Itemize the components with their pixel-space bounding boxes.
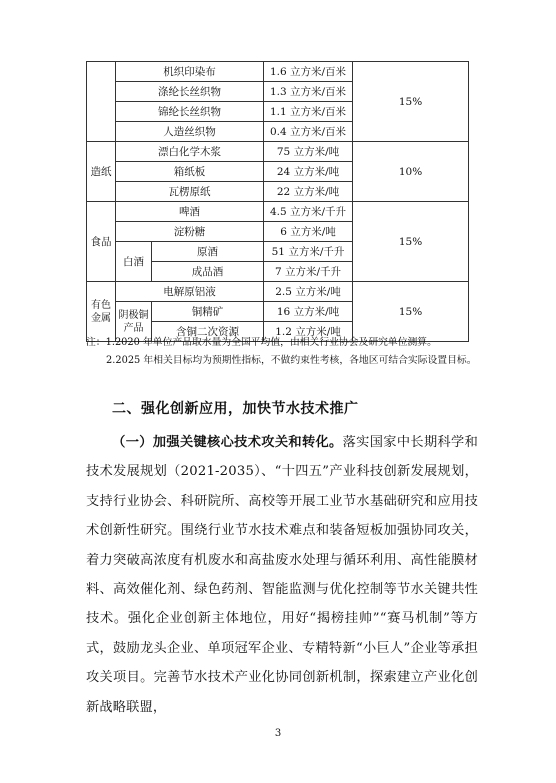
product-cell: 成品酒 [152,262,264,282]
value-cell: 22 立方米/吨 [264,182,353,202]
page-number: 3 [274,728,282,739]
subcategory-cell: 阴极铜产品 [116,302,152,342]
product-cell: 铜精矿 [152,302,264,322]
value-cell: 24 立方米/吨 [264,162,353,182]
table-row [87,282,469,302]
product-cell: 机织印染布 [116,62,264,82]
target-cell: 15% [353,282,469,342]
note-2: 2.2025 年相关目标均为预期性指标，不做约束性考核，各地区可结合实际设置目标。 [106,355,477,366]
product-cell: 瓦楞原纸 [116,182,264,202]
industry-cell: 食品 [87,202,116,282]
value-cell: 4.5 立方米/千升 [264,202,353,222]
product-cell: 人造丝织物 [116,122,264,142]
product-cell: 锦纶长丝织物 [116,102,264,122]
table-row [87,202,469,222]
value-cell: 1.6 立方米/百米 [264,62,353,82]
value-cell: 51 立方米/千升 [264,242,353,262]
section-heading: 二、强化创新应用，加快节水技术推广 [112,401,359,417]
paragraph-body: 落实国家中长期科学和技术发展规划（2021-2035）、“十四五”产业科技创新发展规划，支持行业协会、科研院所、高校等开展工业节水基础研究和应用技术创新性研究。围绕行业节水技术难点和装备短板加强协同攻关，着力突破高浓度有机废水和高盐废水处理与循环利用、高性能膜材料、高效催化剂、绿色药剂、智能监测与优化控制等节水关键共性技术。强化企业创新主体地位，用好“揭榜挂帅”“赛马机制”等方式，鼓励龙头企业、单项冠军企业、专精特新“小巨人”企业等承担攻关项目。完善节水技术产业化协同创新机制，探索建立产业化创新战略联盟， [86,435,478,715]
value-cell: 7 立方米/千升 [264,262,353,282]
table-row [87,142,469,162]
industry-cell-blank [87,62,116,142]
product-cell: 涤纶长丝织物 [116,82,264,102]
body-paragraph [86,428,478,722]
product-cell: 箱纸板 [116,162,264,182]
value-cell: 6 立方米/吨 [264,222,353,242]
target-cell: 10% [353,142,469,202]
value-cell: 16 立方米/吨 [264,302,353,322]
table-row [87,62,469,82]
target-cell: 15% [353,202,469,282]
value-cell: 0.4 立方米/百米 [264,122,353,142]
target-cell: 15% [353,62,469,142]
product-cell: 漂白化学木浆 [116,142,264,162]
industry-cell: 有色金属 [87,282,116,342]
value-cell: 1.2 立方米/吨 [264,322,353,342]
product-cell: 含铜二次资源 [152,322,264,342]
product-cell: 原酒 [152,242,264,262]
note-1: 注：1.2020 年单位产品取水量为全国平均值，由相关行业协会及研究单位测算。 [86,337,437,348]
value-cell: 2.5 立方米/吨 [264,282,353,302]
value-cell: 1.3 立方米/百米 [264,82,353,102]
subcategory-cell: 白酒 [116,242,152,282]
product-cell: 电解原铝液 [116,282,264,302]
table-notes [86,334,478,370]
paragraph-lead: （一）加强关键核心技术攻关和转化。 [112,435,343,450]
product-cell: 淀粉糖 [116,222,264,242]
water-intake-table [86,61,469,342]
value-cell: 75 立方米/吨 [264,142,353,162]
industry-cell: 造纸 [87,142,116,202]
value-cell: 1.1 立方米/百米 [264,102,353,122]
product-cell: 啤酒 [116,202,264,222]
